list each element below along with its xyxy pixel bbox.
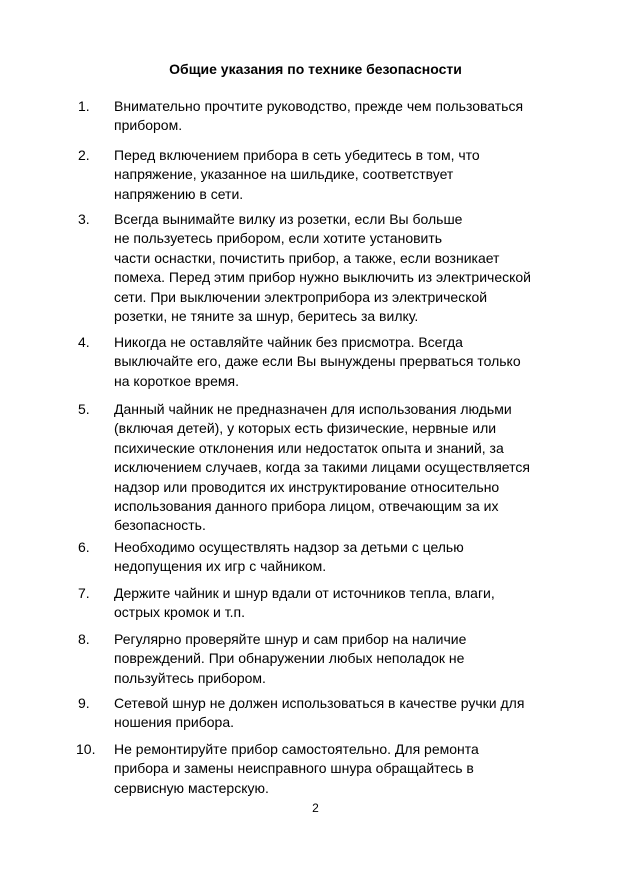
item-text-line: напряжению в сети. bbox=[114, 185, 244, 202]
item-number: 6. bbox=[78, 539, 90, 555]
item-text bbox=[114, 210, 574, 326]
page-number: 2 bbox=[312, 801, 319, 815]
item-text bbox=[114, 694, 574, 733]
item-text-line: Перед включением прибора в сеть убедитесь в том, что bbox=[114, 147, 480, 163]
item-text-line: безопасность. bbox=[114, 517, 206, 534]
item-text-line: сети. При выключении электроприбора из электрической bbox=[114, 288, 488, 305]
item-text bbox=[114, 400, 574, 536]
item-text-line: острых кромок и т.п. bbox=[114, 604, 245, 621]
item-text-line: ношения прибора. bbox=[114, 714, 235, 731]
item-text bbox=[114, 584, 574, 623]
item-text bbox=[114, 630, 574, 688]
item-text-line: Сетевой шнур не должен использоваться в качестве ручки для bbox=[114, 695, 525, 711]
item-text-line: Держите чайник и шнур вдали от источников тепла, влаги, bbox=[114, 585, 495, 601]
item-text-line: части оснастки, почистить прибор, а также, если возникает bbox=[114, 249, 500, 266]
item-text-line: выключайте его, даже если Вы вынуждены прерваться только bbox=[114, 353, 521, 370]
item-text-line: напряжение, указанное на шильдике, соответствует bbox=[114, 166, 454, 183]
item-text-line: Регулярно проверяйте шнур и сам прибор на наличие bbox=[114, 631, 467, 647]
item-text bbox=[114, 740, 574, 798]
item-text-line: Всегда вынимайте вилку из розетки, если Вы больше bbox=[114, 211, 463, 227]
item-text-line: на короткое время. bbox=[114, 372, 240, 389]
item-text bbox=[114, 333, 574, 391]
item-number: 1. bbox=[78, 98, 90, 114]
item-text-line: исключением случаев, когда за такими лицами осуществляется bbox=[114, 459, 530, 476]
item-number: 8. bbox=[78, 631, 90, 647]
item-text-line: прибором. bbox=[114, 117, 183, 134]
item-text-line: сервисную мастерскую. bbox=[114, 779, 269, 796]
item-text bbox=[114, 97, 574, 136]
item-text-line: Никогда не оставляйте чайник без присмотра. Всегда bbox=[114, 334, 463, 350]
item-text-line: надзор или проводится их инструктирование относительно bbox=[114, 478, 500, 495]
item-text-line: Внимательно прочтите руководство, прежде чем пользоваться bbox=[114, 98, 524, 114]
item-text-line: (включая детей), у которых есть физические, нервные или bbox=[114, 420, 497, 437]
item-text bbox=[114, 146, 574, 204]
item-number: 4. bbox=[78, 334, 90, 350]
item-number: 5. bbox=[78, 401, 90, 417]
item-text-line: помеха. Перед этим прибор нужно выключить из электрической bbox=[114, 269, 532, 286]
item-text-line: не пользуетесь прибором, если хотите установить bbox=[114, 230, 443, 247]
item-number: 7. bbox=[78, 585, 90, 601]
item-text-line: Данный чайник не предназначен для использования людьми bbox=[114, 401, 512, 417]
item-text-line: пользуйтесь прибором. bbox=[114, 669, 266, 686]
item-text-line: повреждений. При обнаружении любых неполадок не bbox=[114, 650, 465, 667]
item-number: 2. bbox=[78, 147, 90, 163]
document-title: Общие указания по технике безопасности bbox=[169, 61, 462, 77]
item-text-line: недопущения их игр с чайником. bbox=[114, 558, 327, 575]
item-text-line: использования данного прибора лицом, отвечающим за их bbox=[114, 498, 499, 515]
item-text-line: прибора и замены неисправного шнура обращайтесь в bbox=[114, 760, 474, 777]
item-text-line: розетки, не тяните за шнур, беритесь за вилку. bbox=[114, 308, 419, 325]
item-text-line: Не ремонтируйте прибор самостоятельно. Для ремонта bbox=[114, 741, 479, 757]
item-number: 10. bbox=[76, 741, 96, 757]
item-text-line: Необходимо осуществлять надзор за детьми с целью bbox=[114, 539, 464, 555]
item-text-line: психические отклонения или недостаток опыта и знаний, за bbox=[114, 439, 504, 456]
item-number: 3. bbox=[78, 211, 90, 227]
item-number: 9. bbox=[78, 695, 90, 711]
item-text bbox=[114, 538, 574, 577]
